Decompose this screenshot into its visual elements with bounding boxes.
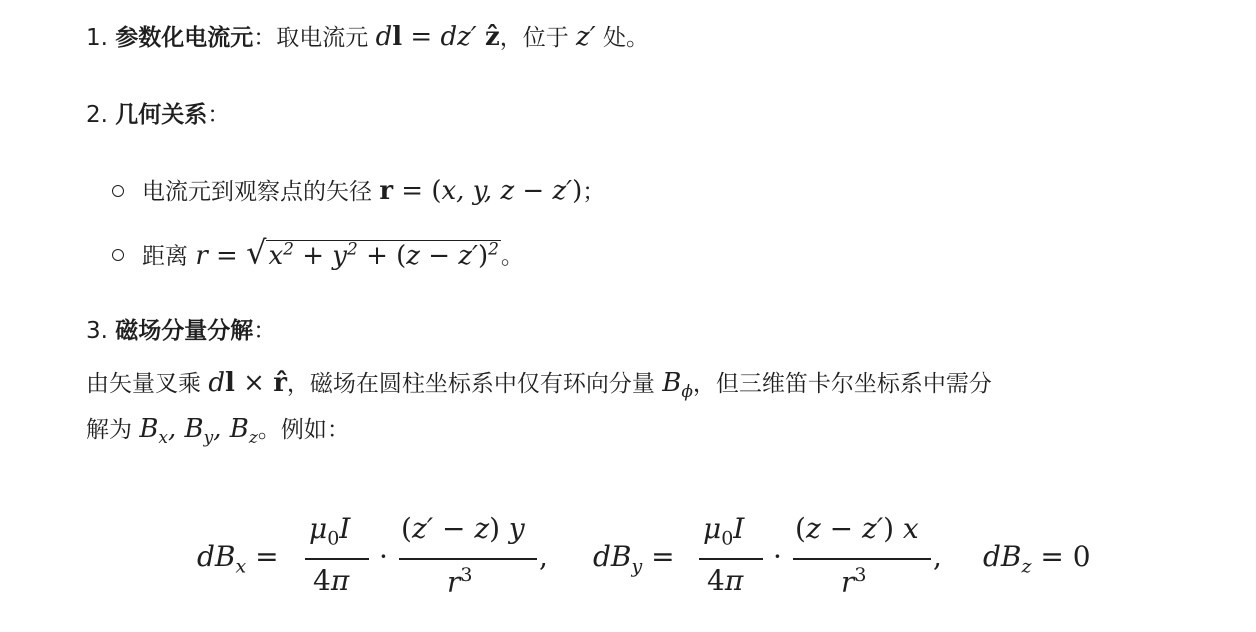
bullet-end: ；	[582, 179, 606, 205]
lhs-dbz: $dB_z = 0$	[983, 540, 1091, 578]
item-number: 3.	[86, 318, 108, 344]
list-item-1	[86, 20, 649, 55]
item-text: ，位于	[499, 25, 577, 51]
colon: ：	[253, 25, 277, 51]
list-item-3	[86, 314, 276, 348]
comma: ,	[933, 540, 942, 573]
item-number: 1.	[86, 25, 108, 51]
colon: ：	[207, 102, 231, 128]
bullet-end: 。	[500, 243, 524, 270]
frac2-num: (z′ − z) y	[401, 512, 525, 545]
item-text: 处。	[595, 25, 649, 51]
para-text: 。例如：	[257, 417, 350, 443]
lhs-dbx: $dB_x$ =	[197, 540, 279, 578]
frac1-bar	[305, 558, 369, 560]
paragraph-line-1	[86, 366, 992, 409]
dot-operator: ·	[379, 540, 388, 573]
bullet-icon	[112, 249, 124, 261]
para-text: ，磁场在圆柱坐标系中仅有环向分量	[286, 371, 663, 397]
math-cross: dl × r̂	[208, 368, 287, 398]
list-item-2	[86, 98, 230, 132]
frac3-bar	[699, 558, 763, 560]
bullet-item-1	[112, 174, 605, 209]
bullet-icon	[112, 185, 124, 197]
frac4-bar	[793, 558, 931, 560]
math-components: $B_x$, $B_y$, $B_z$	[139, 414, 258, 449]
frac2-bar	[399, 558, 537, 560]
frac1-num: $\mu_0I$	[309, 512, 351, 550]
frac3-den: 4π	[707, 564, 744, 597]
bullet-text: 距离	[142, 243, 196, 270]
para-text: 解为	[86, 417, 140, 443]
item-title: 参数化电流元	[115, 25, 254, 51]
math-bphi: $B_\phi$	[662, 368, 693, 403]
lhs-dby: $dB_y$ =	[593, 540, 675, 578]
colon: ：	[253, 318, 277, 344]
item-title: 几何关系	[115, 102, 208, 128]
bullet-text: 电流元到观察点的矢径	[142, 179, 380, 205]
dot-operator: ·	[773, 540, 782, 573]
display-formula	[197, 512, 1117, 612]
math-r-vector: r = (x, y, z − z′)	[379, 176, 583, 206]
item-text: 取电流元	[276, 25, 376, 51]
paragraph-line-2	[86, 412, 350, 455]
comma: ,	[539, 540, 548, 573]
bullet-item-2	[112, 232, 524, 274]
math-distance: $r = √x^2 + y^2 + (z - z')^2$	[195, 233, 499, 272]
frac4-num: (z − z′) x	[795, 512, 919, 545]
math-dl: dl = dz′ ẑ	[375, 22, 500, 52]
frac4-den: $r^3$	[841, 564, 867, 599]
item-number: 2.	[86, 102, 108, 128]
frac3-num: $\mu_0I$	[703, 512, 745, 550]
frac1-den: 4π	[313, 564, 350, 597]
item-title: 磁场分量分解	[115, 318, 254, 344]
frac2-den: $r^3$	[447, 564, 473, 599]
para-text: 由矢量叉乘	[86, 371, 209, 397]
math-zprime: z′	[576, 22, 596, 52]
para-text: ，但三维笛卡尔坐标系中需分	[692, 371, 992, 397]
